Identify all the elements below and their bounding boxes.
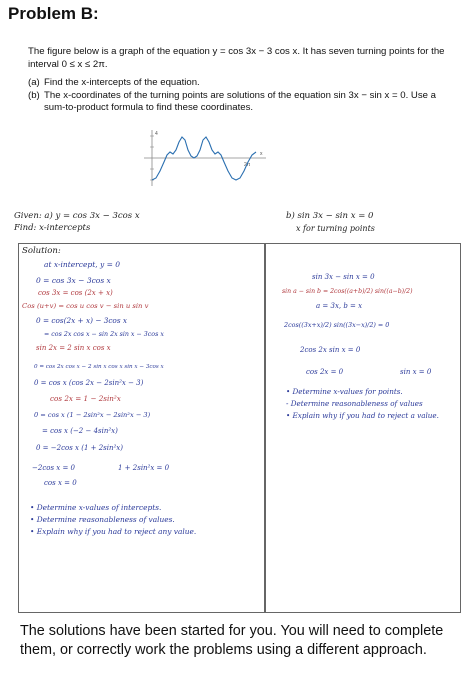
right-line-5: 2cos 2x sin x = 0 bbox=[300, 346, 361, 354]
right-line-6: cos 2x = 0 bbox=[306, 368, 344, 376]
part-b-text: The x-coordinates of the turning points are solutions of the equation sin 3x − sin x = 0. Use a sum-to-product formula to find these coordinates. bbox=[44, 89, 436, 113]
solution-heading: Solution: bbox=[22, 246, 61, 256]
left-bullet-3: • Explain why if you had to reject any value. bbox=[30, 527, 197, 536]
right-bullet-3-text: Explain why if you had to reject a value. bbox=[292, 411, 439, 420]
problem-statement bbox=[28, 46, 448, 115]
function-graph bbox=[140, 128, 270, 188]
b-find-line: x for turning points bbox=[296, 224, 375, 233]
right-line-4: 2cos((3x+x)/2) sin((3x−x)/2) = 0 bbox=[284, 321, 390, 329]
part-a-label: (a) bbox=[28, 77, 40, 88]
problem-intro: The figure below is a graph of the equation y = cos 3x − 3 cos x. It has seven turning points for the interval 0 ≤ x ≤ 2π. bbox=[28, 46, 445, 70]
right-bullet-2: - Determine reasonableness of values bbox=[286, 399, 423, 408]
left-bullet-1-text: Determine x-values of intercepts. bbox=[36, 503, 162, 512]
right-line-7: sin x = 0 bbox=[400, 368, 432, 376]
b-given-line: b) sin 3x − sin x = 0 bbox=[286, 211, 374, 221]
left-line-10: cos 2x = 1 − 2sin²x bbox=[50, 394, 121, 403]
right-line-3: a = 3x, b = x bbox=[316, 302, 363, 310]
left-bullet-1: • Determine x-values of intercepts. bbox=[30, 503, 162, 512]
graph-y-tick-label: 4 bbox=[155, 131, 158, 137]
left-line-16: cos x = 0 bbox=[44, 479, 77, 487]
left-line-5: 0 = cos(2x + x) − 3cos x bbox=[36, 316, 127, 325]
left-bullet-2-text: Determine reasonableness of values. bbox=[36, 515, 175, 524]
graph-curve bbox=[152, 137, 256, 180]
left-line-2: 0 = cos 3x − 3cos x bbox=[36, 276, 111, 285]
footer-note: The solutions have been started for you. You will need to complete them, or correctly work the problems using a different approach. bbox=[20, 623, 444, 658]
part-b bbox=[28, 90, 448, 115]
graph-x-axis-label: x bbox=[260, 151, 263, 157]
left-line-14: −2cos x = 0 bbox=[32, 464, 75, 472]
graph-x-tick-label: 2π bbox=[244, 162, 251, 168]
part-a-text: Find the x-intercepts of the equation. bbox=[44, 77, 200, 88]
right-bullet-1-text: Determine x-values for points. bbox=[292, 387, 403, 396]
left-line-9: 0 = cos x (cos 2x − 2sin²x − 3) bbox=[34, 379, 144, 387]
find-line: Find: x-intercepts bbox=[14, 223, 91, 233]
left-line-8: 0 = cos 2x cos x − 2 sin x cos x sin x − 3cos x bbox=[34, 364, 164, 370]
left-line-4: Cos (u+v) = cos u cos v − sin u sin v bbox=[22, 302, 149, 310]
right-bullet-1: • Determine x-values for points. bbox=[286, 387, 403, 396]
right-line-1: sin 3x − sin x = 0 bbox=[312, 273, 375, 281]
left-bullet-2: • Determine reasonableness of values. bbox=[30, 515, 175, 524]
right-bullet-3: • Explain why if you had to reject a value. bbox=[286, 411, 439, 420]
part-a bbox=[28, 77, 448, 90]
part-b-label: (b) bbox=[28, 89, 40, 101]
right-line-2: sin a − sin b = 2cos((a+b)/2) sin((a−b)/2) bbox=[282, 288, 413, 295]
problem-title: Problem B: bbox=[8, 4, 99, 23]
left-bullet-3-text: Explain why if you had to reject any value. bbox=[36, 527, 197, 536]
right-bullet-2-text: Determine reasonableness of values bbox=[290, 399, 423, 408]
left-line-11: 0 = cos x (1 − 2sin²x − 2sin²x − 3) bbox=[34, 411, 151, 419]
left-line-1: at x-intercept, y = 0 bbox=[44, 260, 121, 269]
left-line-12: = cos x (−2 − 4sin²x) bbox=[42, 427, 118, 435]
left-line-15: 1 + 2sin²x = 0 bbox=[118, 464, 170, 472]
left-line-7: sin 2x = 2 sin x cos x bbox=[36, 344, 111, 352]
solution-box-right bbox=[264, 243, 461, 613]
left-line-13: 0 = −2cos x (1 + 2sin²x) bbox=[36, 444, 123, 452]
given-line: Given: a) y = cos 3x − 3cos x bbox=[14, 211, 140, 221]
left-line-6: = cos 2x cos x − sin 2x sin x − 3cos x bbox=[44, 331, 164, 338]
left-line-3: cos 3x = cos (2x + x) bbox=[38, 289, 113, 297]
